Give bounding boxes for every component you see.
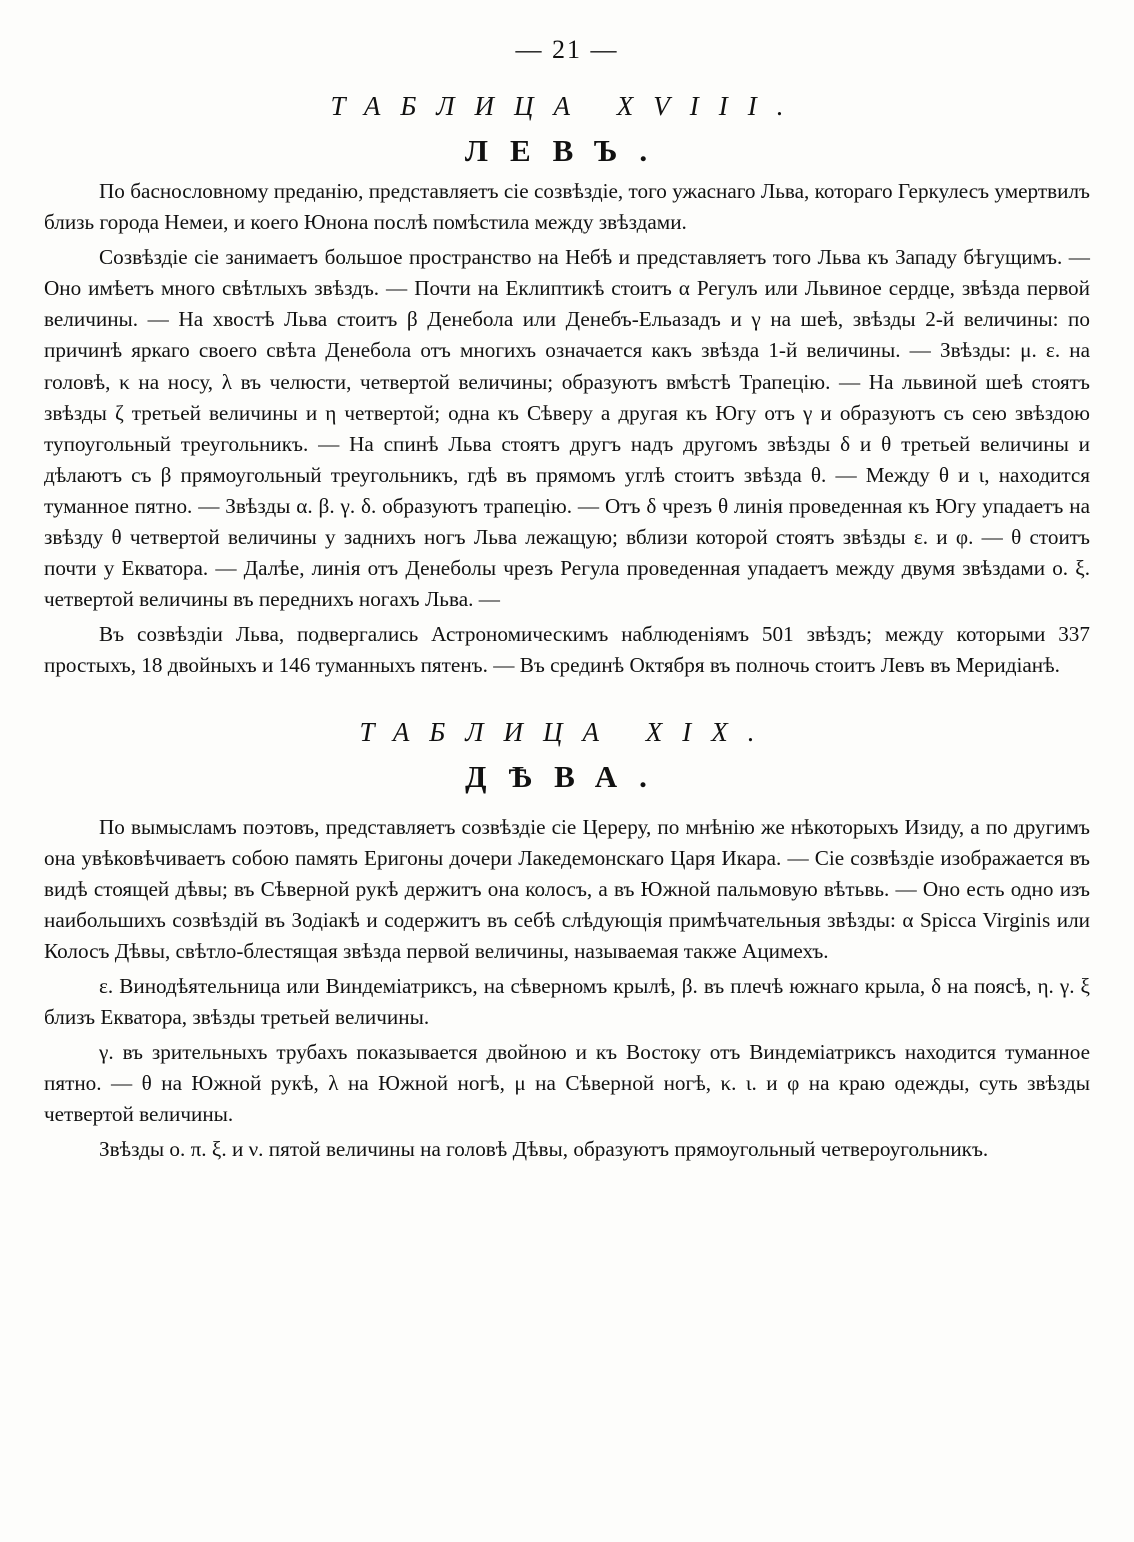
section-leo bbox=[44, 86, 1090, 682]
paragraph: Въ созвѣздіи Льва, подвергались Астрономическимъ наблюденіямъ 501 звѣздъ; между которыми 337 простыхъ, 18 двойныхъ и 146 туманныхъ пятенъ. — Въ срединѣ Октября въ полночь стоитъ Левъ въ Меридіанѣ. bbox=[44, 622, 1090, 678]
constellation-name: ЛЕВЪ. bbox=[464, 133, 670, 168]
paragraph: γ. въ зрительныхъ трубахъ показывается двойною и къ Востоку отъ Виндеміатриксъ находится туманное пятно. — θ на Южной рукѣ, λ на Южной ногѣ, μ на Сѣверной ногѣ, κ. ι. и φ на краю одежды, суть звѣзды четвертой величины. bbox=[44, 1040, 1090, 1127]
paragraph: Звѣзды ο. π. ξ. и ν. пятой величины на головѣ Дѣвы, образуютъ прямоугольный четвероугольникъ. bbox=[99, 1137, 989, 1162]
table-heading: ТАБЛИЦА XVIII. bbox=[330, 91, 804, 121]
paragraph: По баснословному преданію, представляетъ сіе созвѣздіе, того ужаснаго Льва, котораго Геркулесъ умертвилъ близь города Немеи, и коего Юнона послѣ помѣстила между звѣздами. bbox=[44, 179, 1090, 235]
paragraph: ε. Винодѣятельница или Виндеміатриксъ, на сѣверномъ крылѣ, β. въ плечѣ южнаго крыла, δ на поясѣ, η. γ. ξ близъ Екватора, звѣзды третьей величины. bbox=[44, 973, 1090, 1030]
book-page bbox=[44, 30, 1090, 1170]
paragraph: По вымысламъ поэтовъ, представляетъ созвѣздіе сіе Цереру, по мнѣнію же нѣкоторыхъ Изиду, а по другимъ она увѣковѣчиваетъ собою память Еригоны дочери Лакедемонскаго Царя Икара. — Сіе созвѣздіе изображается въ видѣ стоящей дѣвы; въ Сѣверной рукѣ держитъ она колосъ, а въ Южной пальмовую вѣтьвь. — Оно есть одно изъ наибольшихъ созвѣздій въ Зодіакѣ и содержитъ въ себѣ слѣдующія примѣчательныя звѣзды: α Spicca Virginis или Колосъ Дѣвы, свѣтло-блестящая звѣзда первой величины, называемая также Ацимехъ. bbox=[44, 814, 1090, 963]
section-virgo bbox=[44, 712, 1090, 1166]
page-number: — 21 — bbox=[515, 35, 619, 64]
constellation-name: ДѢВА. bbox=[465, 758, 669, 794]
table-heading: ТАБЛИЦА XIX. bbox=[359, 716, 775, 747]
paragraph: Созвѣздіе сіе занимаетъ большое пространство на Небѣ и представляетъ того Льва къ Западу бѣгущимъ. — Оно имѣетъ много свѣтлыхъ звѣздъ. — Почти на Еклиптикѣ стоитъ α Регулъ или Львиное сердце, звѣзда первой величины. — На хвостѣ Льва стоитъ β Денебола или Денебъ-Ельазадъ и γ на шеѣ, звѣзды 2-й величины: по причинѣ яркаго своего свѣта Денебола отъ многихъ означается какъ звѣзда 1-й величины. — Звѣзды: μ. ε. на головѣ, κ на носу, λ въ челюсти, четвертой величины; образуютъ вмѣстѣ Трапецію. — На львиной шеѣ стоятъ звѣзды ζ третьей величины и η четвертой; одна къ Сѣверу а другая къ Югу отъ γ и образуютъ съ сею звѣздою тупоугольный треугольникъ. — На спинѣ Льва стоятъ другъ надъ другомъ звѣзды δ и θ третьей величины и дѣлаютъ съ β прямоугольный треугольникъ, гдѣ въ прямомъ углѣ стоитъ звѣзда θ. — Между θ и ι, находится туманное пятно. — Звѣзды α. β. γ. δ. образуютъ трапецію. — Отъ δ чрезъ θ линія проведенная къ Югу упадаетъ на звѣзду θ четвертой величины у заднихъ ногъ Льва лежащую; вблизи которой стоятъ звѣзды ε. и φ. — θ стоитъ почти у Екватора. — Далѣе, линія отъ Денеболы чрезъ Регула проведенная упадаетъ между двумя звѣздами ο. ξ. четвертой величины въ переднихъ ногахъ Льва. — bbox=[44, 245, 1090, 612]
